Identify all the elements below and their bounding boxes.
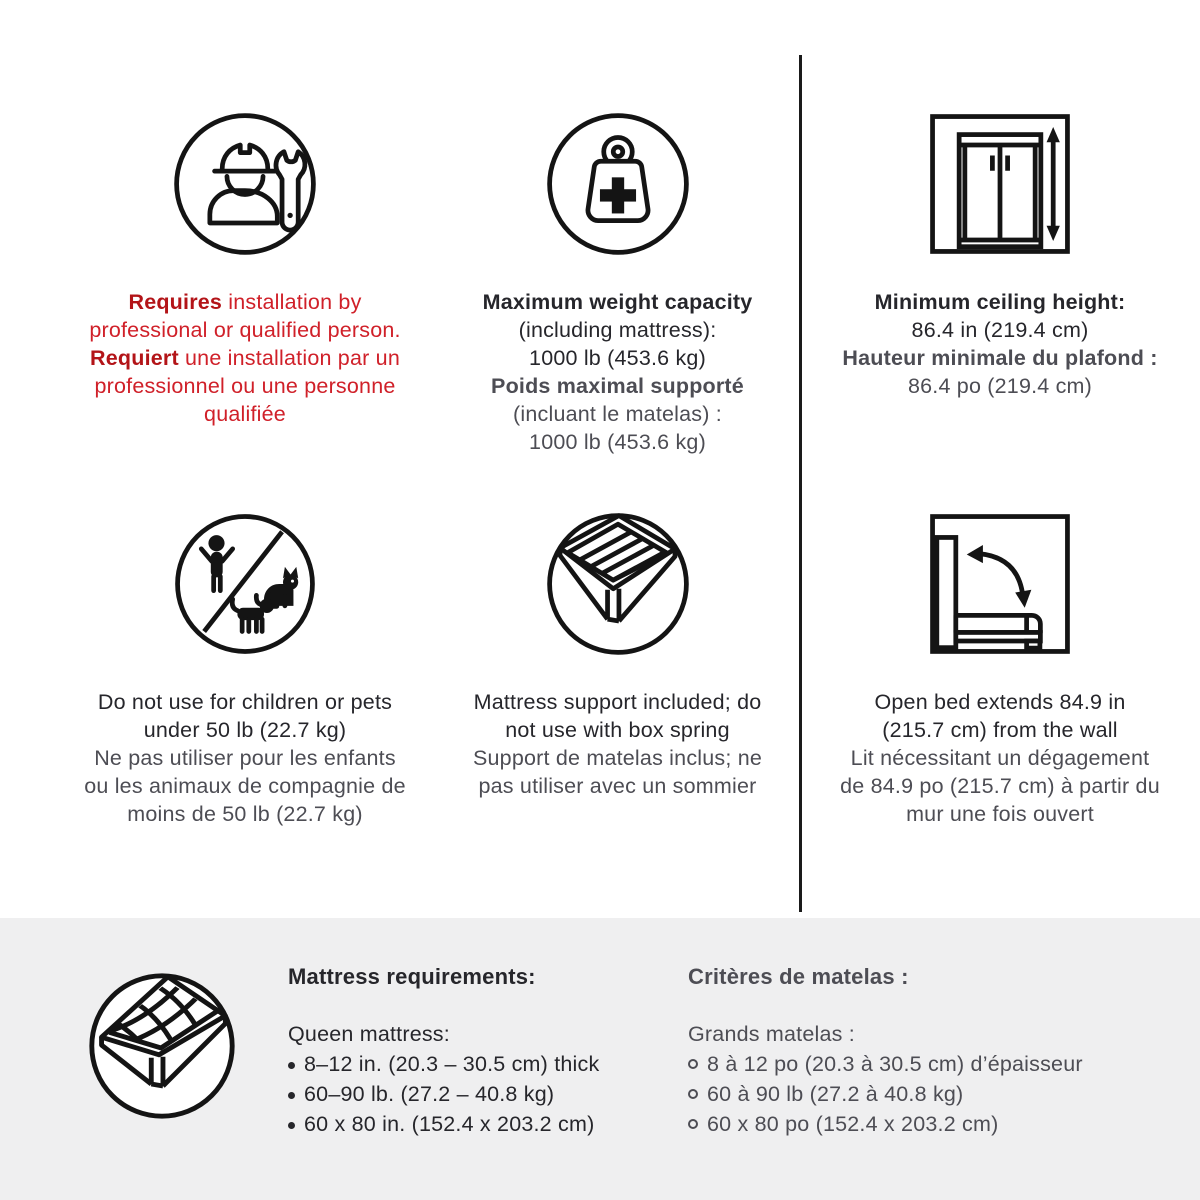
card-mattress-support [430, 508, 805, 800]
text-line: pas utiliser avec un sommier [478, 774, 757, 798]
ceiling-height-text [842, 288, 1157, 400]
list-item: 60 x 80 in. (152.4 x 203.2 cm) [288, 1109, 668, 1139]
bullet-icon [288, 1092, 295, 1099]
text-line: 86.4 po (219.4 cm) [907, 374, 1093, 398]
requirements-subheader-fr: Grands matelas : [688, 1022, 855, 1046]
list-item: 60–90 lb. (27.2 – 40.8 kg) [288, 1079, 668, 1109]
requirements-header-en: Mattress requirements: [288, 964, 536, 989]
weight-capacity-text [483, 288, 753, 456]
text-line: Maximum weight capacity [482, 290, 753, 314]
text-line: Support de matelas inclus; ne [472, 746, 763, 770]
mattress-requirements-band [0, 918, 1200, 1200]
text-line: 86.4 in (219.4 cm) [911, 318, 1089, 342]
text-line: Requires installation by [128, 290, 362, 314]
text-line: ou les animaux de compagnie de [84, 774, 406, 798]
card-installation [45, 108, 445, 428]
bullet-icon [688, 1089, 698, 1099]
card-open-bed-clearance [812, 508, 1188, 828]
text-line: professional or qualified person. [89, 318, 401, 342]
bullet-icon [288, 1122, 295, 1129]
ceiling-height-arrow-icon [924, 108, 1076, 260]
open-bed-clearance-icon [924, 508, 1076, 660]
card-no-children-pets [45, 508, 445, 828]
list-item: 8 à 12 po (20.3 à 30.5 cm) d’épaisseur [688, 1049, 1168, 1079]
text-line: Poids maximal supporté [491, 374, 744, 398]
bullet-icon [688, 1119, 698, 1129]
bullet-icon [688, 1059, 698, 1069]
text-line: mur une fois ouvert [906, 802, 1094, 826]
list-item: 8–12 in. (20.3 – 30.5 cm) thick [288, 1049, 668, 1079]
text-line: under 50 lb (22.7 kg) [143, 718, 347, 742]
text-line: Do not use for children or pets [97, 690, 393, 714]
list-item: 60 à 90 lb (27.2 à 40.8 kg) [688, 1079, 1168, 1109]
text-line: Requiert une installation par un [90, 346, 400, 370]
mattress-requirements-en [288, 962, 668, 1139]
requirements-header-fr: Critères de matelas : [688, 964, 909, 989]
installation-text [89, 288, 400, 428]
text-line: Mattress support included; do [473, 690, 762, 714]
text-line: Lit nécessitant un dégagement [850, 746, 1150, 770]
quilted-mattress-icon [84, 968, 240, 1124]
requirements-list-en [288, 1049, 668, 1139]
list-item: 60 x 80 po (152.4 x 203.2 cm) [688, 1109, 1168, 1139]
requirements-subheader-en: Queen mattress: [288, 1022, 450, 1046]
text-line: (including mattress): [518, 318, 717, 342]
bullet-icon [288, 1062, 295, 1069]
text-line: Ne pas utiliser pour les enfants [94, 746, 396, 770]
card-weight-capacity [430, 108, 805, 456]
text-line: (incluant le matelas) : [513, 402, 722, 426]
text-line: 1000 lb (453.6 kg) [529, 430, 706, 454]
text-line: de 84.9 po (215.7 cm) à partir du [840, 774, 1160, 798]
requirements-list-fr [688, 1049, 1168, 1139]
no-children-pets-text [84, 688, 406, 828]
open-bed-clearance-text [840, 688, 1160, 828]
mattress-requirements-fr [688, 962, 1168, 1139]
card-ceiling-height [812, 108, 1188, 400]
text-line: Hauteur minimale du plafond : [842, 346, 1158, 370]
installer-hardhat-wrench-icon [169, 108, 321, 260]
mattress-slat-support-icon [542, 508, 694, 660]
text-line: Open bed extends 84.9 in [874, 690, 1126, 714]
text-line: 1000 lb (453.6 kg) [529, 346, 706, 370]
mattress-support-text [473, 688, 762, 800]
text-line: Minimum ceiling height: [874, 290, 1126, 314]
text-line: moins de 50 lb (22.7 kg) [127, 802, 363, 826]
text-line: (215.7 cm) from the wall [882, 718, 1118, 742]
text-line: professionnel ou une personne [94, 374, 396, 398]
no-children-pets-icon [169, 508, 321, 660]
text-line: qualifiée [204, 402, 286, 426]
weight-capacity-icon [542, 108, 694, 260]
text-line: not use with box spring [505, 718, 730, 742]
